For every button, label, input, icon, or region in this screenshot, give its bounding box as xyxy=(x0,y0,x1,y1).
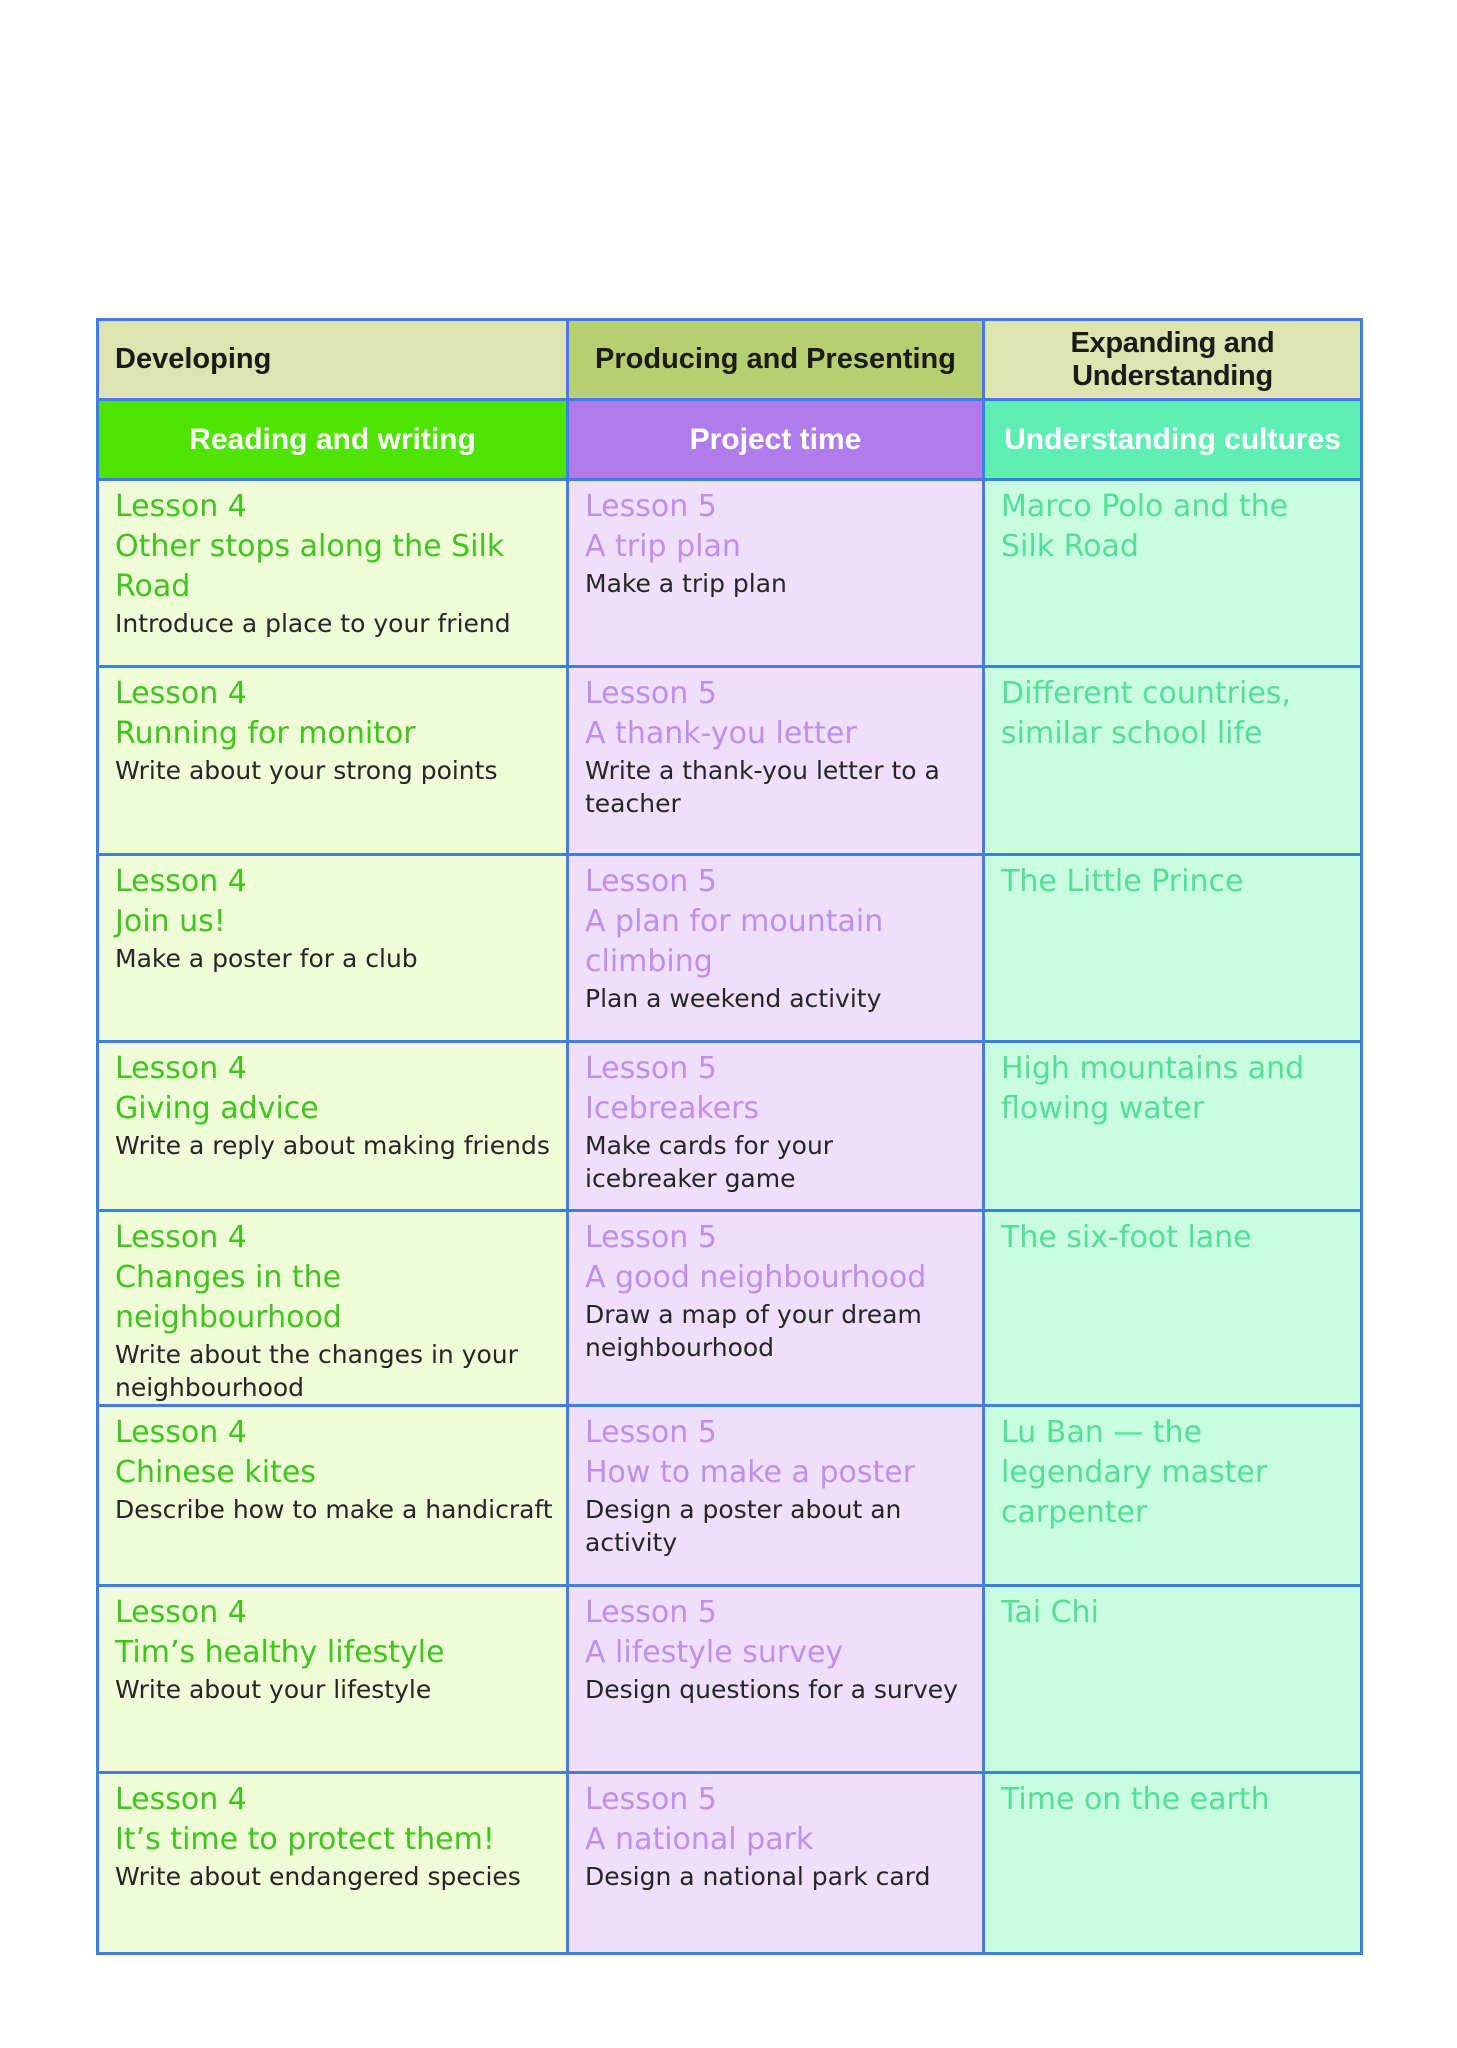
lesson-label: Lesson 5 xyxy=(585,864,717,899)
culture-cell xyxy=(984,1042,1362,1211)
lesson-label: Lesson 4 xyxy=(115,676,247,711)
reading-writing-cell xyxy=(98,1042,568,1211)
project-title: A national park xyxy=(585,1822,814,1857)
project-title: How to make a poster xyxy=(585,1455,916,1490)
reading-writing-cell xyxy=(98,1211,568,1406)
lesson-title: Changes in the neighbourhood xyxy=(115,1260,342,1335)
table-row xyxy=(98,667,1362,855)
lesson-label: Lesson 4 xyxy=(115,864,247,899)
reading-writing-cell xyxy=(98,1586,568,1773)
header-producing-presenting: Producing and Presenting xyxy=(568,320,984,400)
lesson-task: Write about your lifestyle xyxy=(115,1675,432,1704)
culture-cell xyxy=(984,1586,1362,1773)
culture-topic: The Little Prince xyxy=(1001,864,1244,899)
project-title: Icebreakers xyxy=(585,1091,760,1126)
table-row xyxy=(98,1773,1362,1954)
lesson-label: Lesson 4 xyxy=(115,1051,247,1086)
header-reading-writing: Reading and writing xyxy=(98,400,568,480)
project-task: Make cards for your icebreaker game xyxy=(585,1131,834,1193)
project-time-cell xyxy=(568,1211,984,1406)
culture-topic: Tai Chi xyxy=(1001,1595,1099,1630)
project-task: Design a national park card xyxy=(585,1862,931,1891)
project-title: A thank-you letter xyxy=(585,716,857,751)
lesson-task: Introduce a place to your friend xyxy=(115,609,511,638)
lesson-label: Lesson 5 xyxy=(585,489,717,524)
lesson-title: It’s time to protect them! xyxy=(115,1822,495,1857)
culture-topic: Different countries, similar school life xyxy=(1001,676,1291,751)
lesson-task: Describe how to make a handicraft xyxy=(115,1495,553,1524)
project-time-cell xyxy=(568,1773,984,1954)
culture-cell xyxy=(984,480,1362,667)
lesson-task: Write a reply about making friends xyxy=(115,1131,550,1160)
project-title: A trip plan xyxy=(585,529,741,564)
project-task: Design questions for a survey xyxy=(585,1675,958,1704)
culture-cell xyxy=(984,855,1362,1042)
project-time-cell xyxy=(568,855,984,1042)
header-expanding-understanding: Expanding and Understanding xyxy=(984,320,1362,400)
project-time-cell xyxy=(568,1042,984,1211)
project-task: Plan a weekend activity xyxy=(585,984,882,1013)
culture-cell xyxy=(984,667,1362,855)
lesson-label: Lesson 5 xyxy=(585,1220,717,1255)
project-task: Write a thank-you letter to a teacher xyxy=(585,756,940,818)
culture-topic: The six-foot lane xyxy=(1001,1220,1252,1255)
header-developing: Developing xyxy=(98,320,568,400)
table-body xyxy=(98,480,1362,1954)
project-title: A good neighbourhood xyxy=(585,1260,927,1295)
lesson-task: Write about endangered species xyxy=(115,1862,521,1891)
table-row xyxy=(98,1586,1362,1773)
project-time-cell xyxy=(568,1586,984,1773)
reading-writing-cell xyxy=(98,855,568,1042)
lesson-task: Write about your strong points xyxy=(115,756,498,785)
culture-cell xyxy=(984,1773,1362,1954)
header-understanding-cultures: Understanding cultures xyxy=(984,400,1362,480)
header-project-time: Project time xyxy=(568,400,984,480)
table-row xyxy=(98,855,1362,1042)
culture-topic: Marco Polo and the Silk Road xyxy=(1001,489,1289,564)
contents-table xyxy=(96,318,1363,1955)
culture-topic: Lu Ban — the legendary master carpenter xyxy=(1001,1415,1268,1530)
lesson-title: Join us! xyxy=(115,904,226,939)
table-row xyxy=(98,1211,1362,1406)
project-time-cell xyxy=(568,1406,984,1586)
table-row xyxy=(98,1042,1362,1211)
project-time-cell xyxy=(568,480,984,667)
culture-topic: High mountains and flowing water xyxy=(1001,1051,1305,1126)
lesson-title: Running for monitor xyxy=(115,716,416,751)
lesson-label: Lesson 4 xyxy=(115,1595,247,1630)
project-title: A plan for mountain climbing xyxy=(585,904,884,979)
culture-cell xyxy=(984,1406,1362,1586)
header-row-stages xyxy=(98,320,1362,400)
lesson-label: Lesson 5 xyxy=(585,1051,717,1086)
reading-writing-cell xyxy=(98,480,568,667)
table-row xyxy=(98,1406,1362,1586)
lesson-label: Lesson 5 xyxy=(585,1782,717,1817)
lesson-title: Other stops along the Silk Road xyxy=(115,529,505,604)
culture-topic: Time on the earth xyxy=(1001,1782,1270,1817)
reading-writing-cell xyxy=(98,1406,568,1586)
lesson-label: Lesson 4 xyxy=(115,1782,247,1817)
lesson-label: Lesson 4 xyxy=(115,1415,247,1450)
project-task: Make a trip plan xyxy=(585,569,787,598)
header-row-sections xyxy=(98,400,1362,480)
lesson-title: Tim’s healthy lifestyle xyxy=(115,1635,445,1670)
table-row xyxy=(98,480,1362,667)
lesson-label: Lesson 5 xyxy=(585,1415,717,1450)
lesson-title: Giving advice xyxy=(115,1091,319,1126)
lesson-label: Lesson 5 xyxy=(585,676,717,711)
culture-cell xyxy=(984,1211,1362,1406)
project-time-cell xyxy=(568,667,984,855)
project-task: Draw a map of your dream neighbourhood xyxy=(585,1300,922,1362)
lesson-label: Lesson 4 xyxy=(115,1220,247,1255)
project-title: A lifestyle survey xyxy=(585,1635,844,1670)
reading-writing-cell xyxy=(98,667,568,855)
lesson-title: Chinese kites xyxy=(115,1455,316,1490)
lesson-task: Write about the changes in your neighbourhood xyxy=(115,1340,518,1402)
project-task: Design a poster about an activity xyxy=(585,1495,902,1557)
reading-writing-cell xyxy=(98,1773,568,1954)
lesson-task: Make a poster for a club xyxy=(115,944,418,973)
lesson-label: Lesson 5 xyxy=(585,1595,717,1630)
lesson-label: Lesson 4 xyxy=(115,489,247,524)
